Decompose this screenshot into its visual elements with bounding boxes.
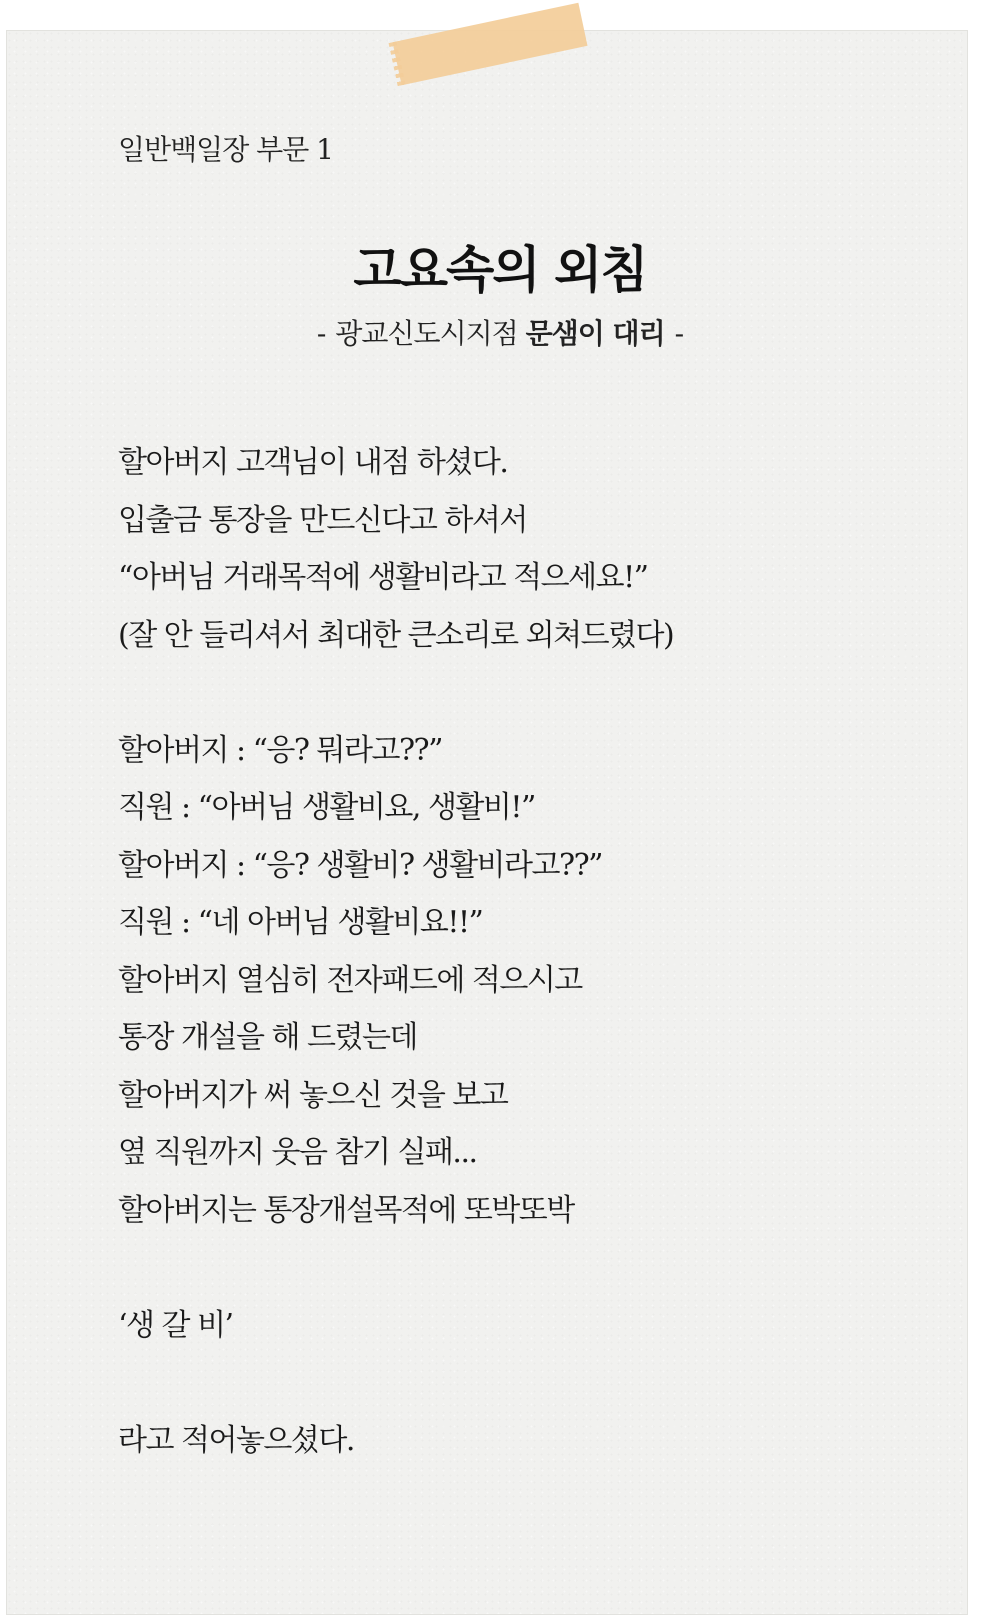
text-line: “아버님 거래목적에 생활비라고 적으세요!” — [118, 560, 648, 595]
text-line: 옆 직원까지 웃음 참기 실패... — [118, 1135, 477, 1170]
text-line: 할아버지 : “응? 생활비? 생활비라고??” — [118, 847, 603, 883]
byline-author: 문샘이 대리 — [525, 317, 665, 350]
paragraph — [118, 1297, 938, 1355]
text-line: 할아버지는 통장개설목적에 또박또박 — [118, 1192, 574, 1228]
text-line: 할아버지 : “응? 뭐라고??” — [118, 732, 442, 768]
paragraph-gap — [118, 1354, 938, 1412]
text-line: 직원 : “네 아버님 생활비요!!” — [118, 905, 483, 940]
page-title: 고요속의 외침 — [353, 241, 647, 299]
story-body — [118, 434, 938, 1469]
byline-dash-left: - — [316, 317, 326, 350]
paragraph — [118, 1412, 938, 1470]
paragraph — [118, 722, 938, 1240]
byline-branch: 광교신도시지점 — [335, 317, 518, 350]
text-line: 할아버지가 써 놓으신 것을 보고 — [118, 1077, 508, 1113]
paragraph-gap — [118, 1239, 938, 1297]
text-line: 할아버지 고객님이 내점 하셨다. — [118, 445, 508, 480]
text-line: 직원 : “아버님 생활비요, 생활비!” — [118, 790, 535, 825]
paragraph — [118, 434, 938, 664]
text-line: 할아버지 열심히 전자패드에 적으시고 — [118, 962, 582, 998]
text-line: 통장 개설을 해 드렸는데 — [118, 1020, 417, 1055]
category-label: 일반백일장 부문 1 — [118, 133, 333, 166]
paragraph-gap — [118, 664, 938, 722]
byline — [0, 312, 1000, 352]
text-line: 입출금 통장을 만드신다고 하셔서 — [118, 502, 527, 538]
text-line: ‘생 갈 비’ — [118, 1307, 233, 1343]
text-line: (잘 안 들리셔서 최대한 큰소리로 외쳐드렸다) — [118, 617, 674, 653]
byline-dash-right: - — [674, 317, 684, 350]
text-line: 라고 적어놓으셨다. — [118, 1422, 354, 1458]
